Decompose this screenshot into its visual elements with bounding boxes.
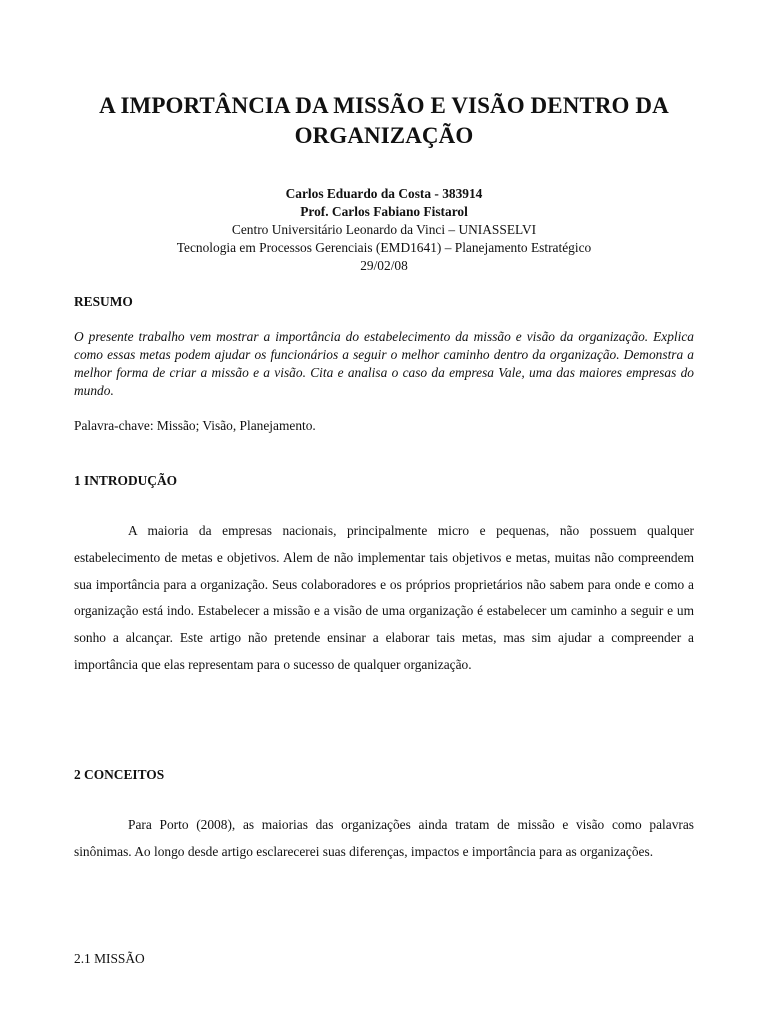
abstract-text: O presente trabalho vem mostrar a importância do estabelecimento da missão e visão da organização. Explica como essas metas podem ajudar os funcionários a seguir o melhor caminho dentro da organização. Demonstra a melhor forma de criar a missão e a visão. Cita e analisa o caso da empresa Vale, uma das maiores empresas do mundo. — [74, 329, 694, 398]
abstract-heading: RESUMO — [74, 294, 133, 309]
author-name: Carlos Eduardo da Costa - 383914 — [285, 186, 483, 201]
course-name: Tecnologia em Processos Gerenciais (EMD1641) – Planejamento Estratégico — [176, 240, 592, 255]
advisor-name: Prof. Carlos Fabiano Fistarol — [300, 204, 468, 219]
concepts-paragraph: Para Porto (2008), as maiorias das organizações ainda tratam de missão e visão como palavras sinônimas. Ao longo desde artigo esclarecerei suas diferenças, impactos e importância para as organizações. — [74, 817, 694, 859]
document-date: 29/02/08 — [360, 258, 408, 273]
section-heading-concepts: 2 CONCEITOS — [74, 767, 165, 782]
document-title: A IMPORTÂNCIA DA MISSÃO E VISÃO DENTRO DA ORGANIZAÇÃO — [99, 93, 669, 148]
keywords-line: Palavra-chave: Missão; Visão, Planejamento. — [74, 418, 316, 433]
institution-name: Centro Universitário Leonardo da Vinci – UNIASSELVI — [231, 222, 537, 237]
author-block — [74, 185, 694, 275]
section-heading-introduction: 1 INTRODUÇÃO — [74, 473, 178, 488]
document-page — [74, 0, 694, 1024]
section-heading-mission: 2.1 MISSÃO — [74, 951, 145, 966]
introduction-paragraph: A maioria da empresas nacionais, principalmente micro e pequenas, não possuem qualquer estabelecimento de metas e objetivos. Alem de não implementar tais objetivos e metas, muitas não compreendem sua importância para a organização. Seus colaboradores e os próprios proprietários não sabem para onde e como a organização está indo. Estabelecer a missão e a visão de uma organização é estabelecer um caminho a seguir e um sonho a alcançar. Este artigo não pretende ensinar a elaborar tais metas, mas sim ajudar a compreender a importância que elas representam para o sucesso de qualquer organização. — [74, 523, 694, 672]
